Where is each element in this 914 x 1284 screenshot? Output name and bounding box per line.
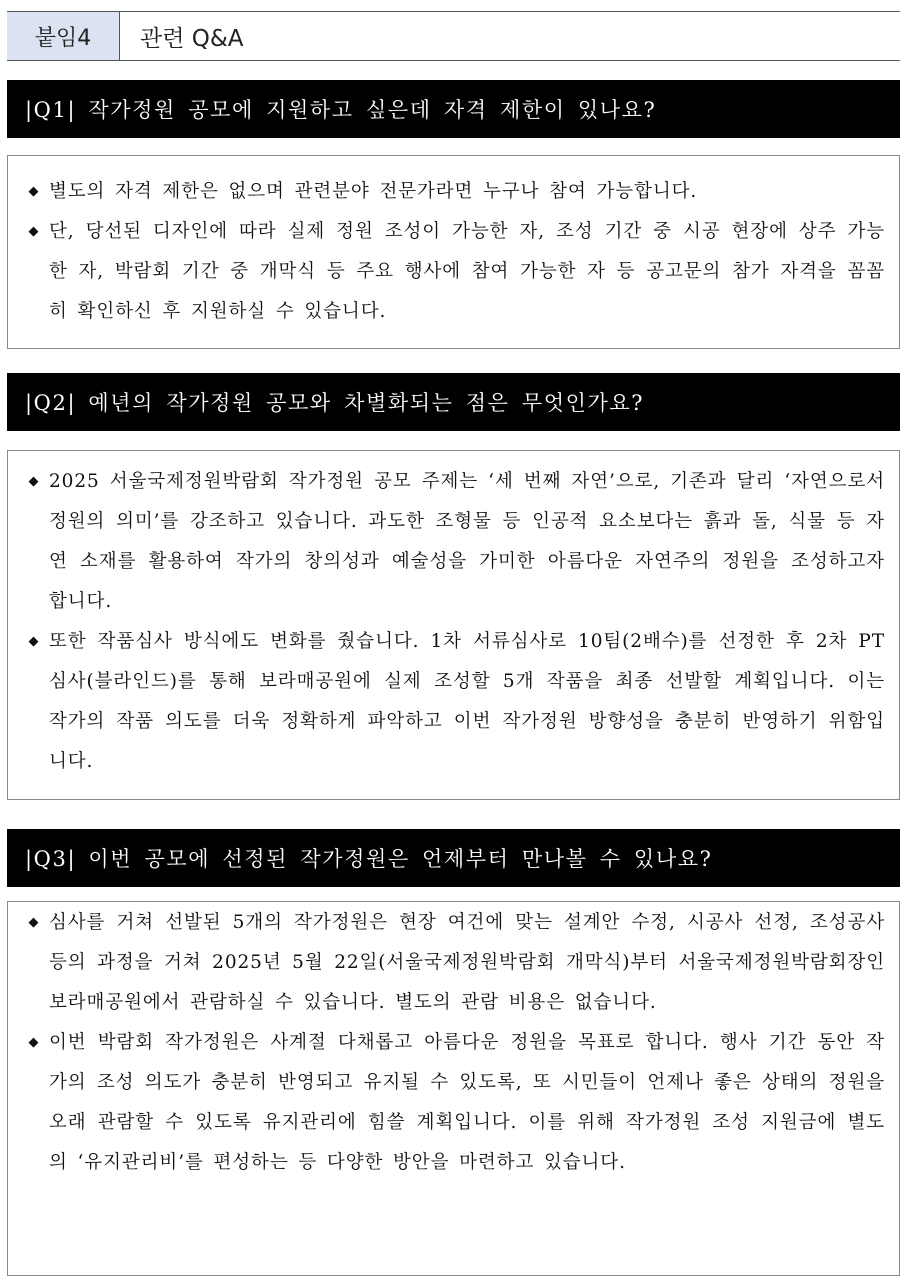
diamond-bullet-icon: ◆ xyxy=(28,1035,40,1050)
answer-item xyxy=(22,622,885,782)
answer-box-2 xyxy=(7,450,900,800)
answer-text: 2025 서울국제정원박람회 작가정원 공모 주제는 ‘세 번째 자연’으로, 기존과 달리 ‘자연으로서 정원의 의미’를 강조하고 있습니다. 과도한 조형물 등 인공적 요소보다는 흙과 돌, 식물 등 자연 소재를 활용하여 작가의 창의성과 예술성을 가미한 아름다운 자연주의 정원을 조성하고자 합니다. xyxy=(49,471,885,612)
diamond-bullet-icon: ◆ xyxy=(28,184,40,199)
attachment-label: 붙임4 xyxy=(7,12,120,60)
answer-item xyxy=(22,1023,885,1183)
answer-text: 단, 당선된 디자인에 따라 실제 정원 조성이 가능한 자, 조성 기간 중 시공 현장에 상주 가능한 자, 박람회 기간 중 개막식 등 주요 행사에 참여 가능한 자 등 공고문의 참가 자격을 꼼꼼히 확인하신 후 지원하실 수 있습니다. xyxy=(49,221,885,322)
answer-item xyxy=(22,462,885,622)
question-1: |Q1| 작가정원 공모에 지원하고 싶은데 자격 제한이 있나요? xyxy=(7,80,900,138)
page-title: 관련 Q&A xyxy=(140,25,244,52)
diamond-bullet-icon: ◆ xyxy=(28,224,40,239)
answer-item xyxy=(22,212,885,332)
question-2: |Q2| 예년의 작가정원 공모와 차별화되는 점은 무엇인가요? xyxy=(7,373,900,431)
question-3: |Q3| 이번 공모에 선정된 작가정원은 언제부터 만나볼 수 있나요? xyxy=(7,829,900,887)
diamond-bullet-icon: ◆ xyxy=(28,634,40,649)
answer-text: 또한 작품심사 방식에도 변화를 줬습니다. 1차 서류심사로 10팀(2배수)를 선정한 후 2차 PT 심사(블라인드)를 통해 보라매공원에 실제 조성할 5개 작품을 최종 선발할 계획입니다. 이는 작가의 작품 의도를 더욱 정확하게 파악하고 이번 작가정원 방향성을 충분히 반영하기 위함입니다. xyxy=(49,631,885,772)
answer-text: 이번 박람회 작가정원은 사계절 다채롭고 아름다운 정원을 목표로 합니다. 행사 기간 동안 작가의 조성 의도가 충분히 반영되고 유지될 수 있도록, 또 시민들이 언제나 좋은 상태의 정원을 오래 관람할 수 있도록 유지관리에 힘쓸 계획입니다. 이를 위해 작가정원 조성 지원금에 별도의 ‘유지관리비’를 편성하는 등 다양한 방안을 마련하고 있습니다. xyxy=(49,1032,885,1173)
attachment-header xyxy=(7,11,900,61)
answer-text: 심사를 거쳐 선발된 5개의 작가정원은 현장 여건에 맞는 설계안 수정, 시공사 선정, 조성공사 등의 과정을 거쳐 2025년 5월 22일(서울국제정원박람회 개막식)부터 서울국제정원박람회장인 보라매공원에서 관람하실 수 있습니다. 별도의 관람 비용은 없습니다. xyxy=(49,912,885,1013)
answer-box-3 xyxy=(7,901,900,1276)
answer-item xyxy=(22,903,885,1023)
answer-item xyxy=(22,172,885,212)
diamond-bullet-icon: ◆ xyxy=(28,474,40,489)
answer-text: 별도의 자격 제한은 없으며 관련분야 전문가라면 누구나 참여 가능합니다. xyxy=(49,181,698,202)
diamond-bullet-icon: ◆ xyxy=(28,915,40,930)
answer-box-1 xyxy=(7,155,900,349)
